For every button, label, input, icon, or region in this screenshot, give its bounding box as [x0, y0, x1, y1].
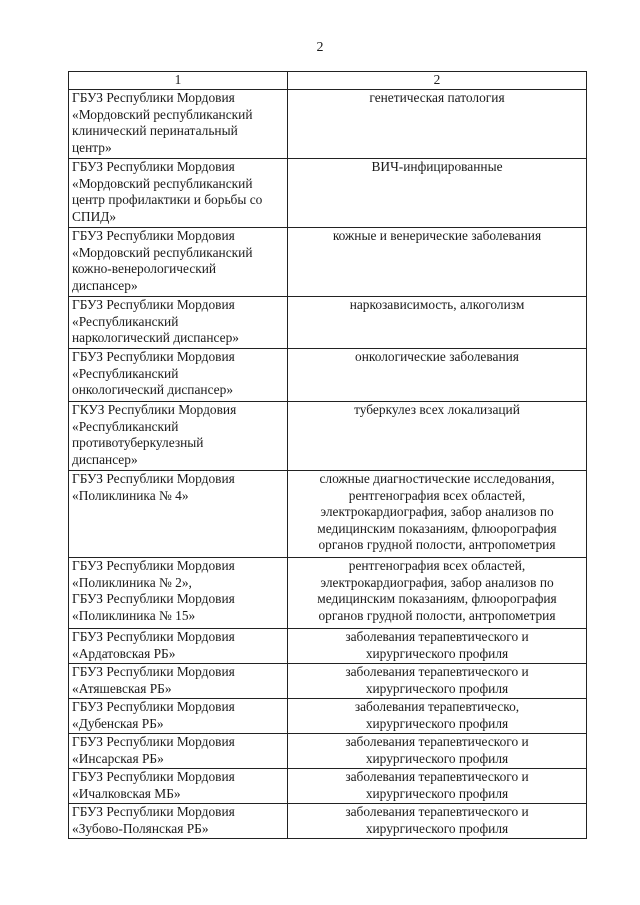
institution-name: ГБУЗ Республики Мордовия «Мордовский республиканский кожно-венерологический диспансер» — [72, 228, 253, 293]
profile-text: заболевания терапевтического и хирургического профиля — [345, 769, 529, 801]
institution-name: ГБУЗ Республики Мордовия «Республиканский наркологический диспансер» — [72, 297, 239, 345]
institution-cell — [69, 629, 288, 664]
profile-cell — [288, 159, 587, 228]
institution-cell — [69, 90, 288, 159]
profile-text: рентгенография всех областей, электрокардиография, забор анализов по медицинским показаниям, флюорография органов грудной полости, антропометрия — [317, 558, 557, 623]
profile-cell — [288, 402, 587, 471]
institution-cell — [69, 471, 288, 558]
profile-text: заболевания терапевтическо, хирургического профиля — [354, 699, 520, 731]
table-row — [69, 228, 587, 297]
profile-text: генетическая патология — [369, 90, 505, 105]
profile-text: наркозависимость, алкоголизм — [349, 297, 525, 312]
table-row — [69, 699, 587, 734]
table-row — [69, 664, 587, 699]
profile-text: заболевания терапевтического и хирургического профиля — [345, 734, 529, 766]
profile-text: туберкулез всех локализаций — [354, 402, 520, 417]
profile-text: заболевания терапевтического и хирургического профиля — [345, 629, 529, 661]
table-row — [69, 558, 587, 629]
profile-cell — [288, 297, 587, 349]
table-row — [69, 402, 587, 471]
institution-cell — [69, 402, 288, 471]
institution-name: ГБУЗ Республики Мордовия «Мордовский республиканский клинический перинатальный центр» — [72, 90, 253, 155]
institution-cell — [69, 159, 288, 228]
table-row — [69, 629, 587, 664]
table-row — [69, 734, 587, 769]
profile-cell — [288, 664, 587, 699]
profile-cell — [288, 734, 587, 769]
institution-cell — [69, 769, 288, 804]
table-row — [69, 349, 587, 402]
table-row — [69, 769, 587, 804]
column-header-2: 2 — [288, 72, 587, 90]
table-row — [69, 159, 587, 228]
profile-text: кожные и венерические заболевания — [332, 228, 542, 243]
institution-name: ГБУЗ Республики Мордовия «Ичалковская МБ» — [72, 769, 235, 801]
profile-cell — [288, 471, 587, 558]
table-row — [69, 90, 587, 159]
profile-text: сложные диагностические исследования, рентгенография всех областей, электрокардиография, забор анализов по медицинским показаниям, флюорография органов грудной полости, антропометрия — [317, 471, 557, 552]
profile-cell — [288, 769, 587, 804]
institution-name: ГБУЗ Республики Мордовия «Атяшевская РБ» — [72, 664, 235, 696]
institution-name: ГБУЗ Республики Мордовия «Дубенская РБ» — [72, 699, 235, 731]
profile-cell — [288, 629, 587, 664]
institution-name: ГБУЗ Республики Мордовия «Мордовский республиканский центр профилактики и борьбы со СПИД» — [72, 159, 263, 224]
institution-cell — [69, 734, 288, 769]
institution-cell — [69, 699, 288, 734]
profile-text: заболевания терапевтического и хирургического профиля — [345, 804, 529, 836]
table-row — [69, 297, 587, 349]
institution-name: ГБУЗ Республики Мордовия «Республиканский онкологический диспансер» — [72, 349, 235, 397]
institution-cell — [69, 228, 288, 297]
profile-cell — [288, 558, 587, 629]
institution-cell — [69, 558, 288, 629]
institution-cell — [69, 664, 288, 699]
profile-text: ВИЧ-инфицированные — [371, 159, 503, 174]
table-row — [69, 471, 587, 558]
table-row — [69, 804, 587, 839]
profile-cell — [288, 90, 587, 159]
page-number: 2 — [316, 40, 324, 55]
column-header-1: 1 — [69, 72, 288, 90]
institution-cell — [69, 297, 288, 349]
institution-cell — [69, 349, 288, 402]
profile-cell — [288, 699, 587, 734]
profile-cell — [288, 349, 587, 402]
institution-name: ГБУЗ Республики Мордовия «Поликлиника № 2», ГБУЗ Республики Мордовия «Поликлиника № 15» — [72, 558, 235, 623]
institution-name: ГБУЗ Республики Мордовия «Инсарская РБ» — [72, 734, 235, 766]
institution-cell — [69, 804, 288, 839]
profile-text: заболевания терапевтического и хирургического профиля — [345, 664, 529, 696]
profile-cell — [288, 804, 587, 839]
institution-name: ГКУЗ Республики Мордовия «Республиканский противотуберкулезный диспансер» — [72, 402, 237, 467]
institution-name: ГБУЗ Республики Мордовия «Зубово-Полянская РБ» — [72, 804, 235, 836]
institution-name: ГБУЗ Республики Мордовия «Поликлиника № 4» — [72, 471, 235, 503]
profile-text: онкологические заболевания — [355, 349, 519, 364]
table-header-row — [69, 72, 587, 90]
profile-cell — [288, 228, 587, 297]
institutions-table — [68, 71, 587, 839]
institution-name: ГБУЗ Республики Мордовия «Ардатовская РБ» — [72, 629, 235, 661]
